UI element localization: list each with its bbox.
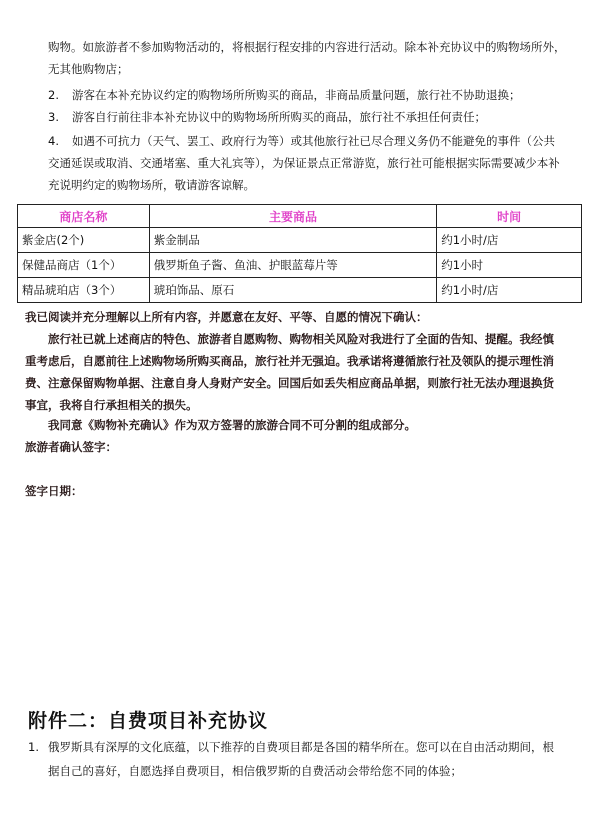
confirm-paragraph xyxy=(25,328,580,416)
list-text: 游客自行前往非本补充协议中的购物场所所购买的商品，旅行社不承担任何责任； xyxy=(72,110,486,124)
header-main-goods: 主要商品 xyxy=(149,205,436,228)
confirm-line-4: 事宜，我将自行承担相关的损失。 xyxy=(25,398,198,412)
list-text: 如遇不可抗力（天气、罢工、政府行为等）或其他旅行社已尽合理义务仍不能避免的事件（公共 xyxy=(72,134,555,148)
intro-line-1: 购物。如旅游者不参加购物活动的，将根据行程安排的内容进行活动。除本补充协议中的购物场所外， xyxy=(48,40,566,54)
cell-shop: 精品琥珀店（3个） xyxy=(18,278,150,303)
cell-goods: 紫金制品 xyxy=(149,228,436,253)
list-item-3 xyxy=(48,106,586,128)
agree-statement xyxy=(25,414,580,436)
list-number: 2. xyxy=(48,88,59,102)
signature-label: 旅游者确认签字： xyxy=(25,440,117,454)
table-row xyxy=(18,253,582,278)
annex-title: 附件二：自费项目补充协议 xyxy=(28,710,269,732)
cell-time: 约1小时 xyxy=(437,253,582,278)
list-item-4 xyxy=(48,130,586,196)
agree-text: 我同意《购物补充确认》作为双方签署的旅游合同不可分割的组成部分。 xyxy=(48,418,416,432)
header-shop-name: 商店名称 xyxy=(18,205,150,228)
cell-time: 约1小时/店 xyxy=(437,278,582,303)
cell-shop: 保健品商店（1个） xyxy=(18,253,150,278)
list-text: 游客在本补充协议约定的购物场所所购买的商品，非商品质量问题，旅行社不协助退换； xyxy=(72,88,521,102)
list-item-2 xyxy=(48,84,586,106)
list-text-cont: 交通延误或取消、交通堵塞、重大礼宾等），为保证景点正常游览，旅行社可能根据实际需要减少本补 xyxy=(48,156,560,170)
cell-goods: 俄罗斯鱼子酱、鱼油、护眼蓝莓片等 xyxy=(149,253,436,278)
table-header-row xyxy=(18,205,582,228)
cell-shop: 紫金店(2个) xyxy=(18,228,150,253)
cell-goods: 琥珀饰品、原石 xyxy=(149,278,436,303)
annex-item-1 xyxy=(28,735,588,783)
confirm-line-1: 旅行社已就上述商店的特色、旅游者自愿购物、购物相关风险对我进行了全面的告知、提醒。我经慎 xyxy=(48,332,554,346)
list-number: 3. xyxy=(48,110,59,124)
shop-table xyxy=(17,204,582,303)
list-text-cont: 充说明约定的购物场所，敬请游客谅解。 xyxy=(48,178,255,192)
table-row xyxy=(18,228,582,253)
header-time: 时间 xyxy=(437,205,582,228)
cell-time: 约1小时/店 xyxy=(437,228,582,253)
confirm-line-2: 重考虑后，自愿前往上述购物场所购买商品，旅行社并无强迫。我承诺将遵循旅行社及领队的提示理性消 xyxy=(25,354,554,368)
intro-paragraph xyxy=(48,36,586,80)
table-row xyxy=(18,278,582,303)
date-label: 签字日期： xyxy=(25,484,83,498)
annex-line-1: 俄罗斯具有深厚的文化底蕴，以下推荐的自费项目都是各国的精华所在。您可以在自由活动期间，根 xyxy=(48,740,554,754)
confirm-heading: 我已阅读并充分理解以上所有内容，并愿意在友好、平等、自愿的情况下确认： xyxy=(25,310,428,324)
list-number: 4. xyxy=(48,134,59,148)
list-number: 1. xyxy=(28,740,39,754)
intro-line-2: 无其他购物店； xyxy=(48,62,129,76)
confirm-line-3: 费、注意保留购物单据、注意自身人身财产安全。回国后如丢失相应商品单据，则旅行社无法办理退换货 xyxy=(25,376,554,390)
annex-line-2: 据自己的喜好，自愿选择自费项目，相信俄罗斯的自费活动会带给您不同的体验； xyxy=(48,764,462,778)
